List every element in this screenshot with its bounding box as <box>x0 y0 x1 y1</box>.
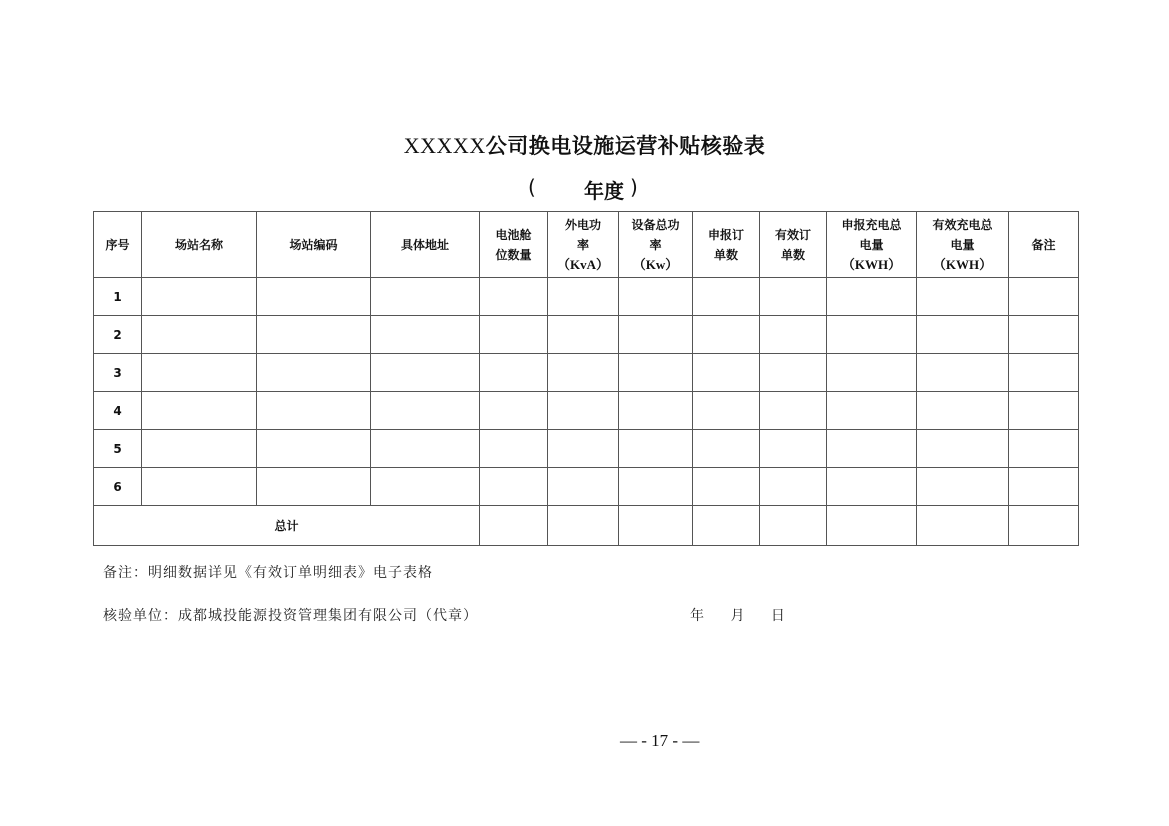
header-station-code-label: 场站编码 <box>289 237 338 252</box>
cell-declared-energy[interactable] <box>827 392 917 430</box>
date-day-label: 日 <box>770 608 785 624</box>
cell-external-power[interactable] <box>548 468 619 506</box>
cell-station-code[interactable] <box>257 354 371 392</box>
cell-valid-energy[interactable] <box>917 316 1009 354</box>
cell-address[interactable] <box>371 392 480 430</box>
table-row <box>94 392 1079 430</box>
header-address-label: 具体地址 <box>400 237 449 252</box>
year-open-paren: ( <box>528 175 536 199</box>
cell-battery-slots[interactable] <box>480 316 548 354</box>
header-declared-orders-line1: 申报订 <box>707 227 744 242</box>
cell-declared-orders[interactable] <box>693 278 760 316</box>
cell-declared-energy[interactable] <box>827 468 917 506</box>
header-external-power <box>548 212 619 278</box>
total-battery-slots[interactable] <box>480 506 548 546</box>
header-equip-power-line1: 设备总功 <box>631 217 680 232</box>
cell-equipment-power[interactable] <box>619 354 693 392</box>
header-declared-orders-line2: 单数 <box>713 247 738 262</box>
header-declared-energy-unit: （KWH） <box>841 256 902 272</box>
header-equip-power-line2: 率 <box>649 237 662 252</box>
cell-station-name[interactable] <box>142 468 257 506</box>
cell-battery-slots[interactable] <box>480 468 548 506</box>
cell-address[interactable] <box>371 430 480 468</box>
cell-remarks[interactable] <box>1009 278 1079 316</box>
cell-station-name[interactable] <box>142 316 257 354</box>
verification-table <box>93 211 1079 546</box>
year-line <box>528 175 648 203</box>
header-address <box>371 212 480 278</box>
row-number: 5 <box>94 430 142 468</box>
header-declared-energy-line2: 电量 <box>859 237 884 252</box>
cell-address[interactable] <box>371 468 480 506</box>
header-equip-power-unit: （Kw） <box>632 256 679 272</box>
cell-station-code[interactable] <box>257 392 371 430</box>
cell-station-code[interactable] <box>257 430 371 468</box>
cell-station-code[interactable] <box>257 278 371 316</box>
cell-remarks[interactable] <box>1009 354 1079 392</box>
total-declared-orders[interactable] <box>693 506 760 546</box>
row-number: 4 <box>94 392 142 430</box>
page-number: — - 17 - — <box>620 731 700 750</box>
cell-battery-slots[interactable] <box>480 354 548 392</box>
cell-valid-energy[interactable] <box>917 468 1009 506</box>
header-declared-energy-line1: 申报充电总 <box>841 217 902 232</box>
total-external-power[interactable] <box>548 506 619 546</box>
cell-external-power[interactable] <box>548 316 619 354</box>
cell-valid-energy[interactable] <box>917 430 1009 468</box>
header-valid-energy-line2: 电量 <box>950 237 975 252</box>
cell-external-power[interactable] <box>548 354 619 392</box>
cell-station-code[interactable] <box>257 316 371 354</box>
row-number: 2 <box>94 316 142 354</box>
header-valid-orders-line1: 有效订 <box>774 227 811 242</box>
cell-station-name[interactable] <box>142 354 257 392</box>
table-row <box>94 278 1079 316</box>
cell-valid-energy[interactable] <box>917 278 1009 316</box>
header-seq <box>94 212 142 278</box>
total-row <box>94 506 1079 546</box>
cell-remarks[interactable] <box>1009 430 1079 468</box>
cell-valid-orders[interactable] <box>760 354 827 392</box>
cell-valid-energy[interactable] <box>917 392 1009 430</box>
title-text: 公司换电设施运营补贴核验表 <box>485 134 766 158</box>
header-battery-line2: 位数量 <box>495 247 532 262</box>
cell-valid-orders[interactable] <box>760 392 827 430</box>
cell-external-power[interactable] <box>548 392 619 430</box>
cell-valid-orders[interactable] <box>760 468 827 506</box>
year-close-paren: ) <box>630 175 638 199</box>
cell-battery-slots[interactable] <box>480 392 548 430</box>
cell-station-name[interactable] <box>142 278 257 316</box>
cell-valid-energy[interactable] <box>917 354 1009 392</box>
table-row <box>94 430 1079 468</box>
header-remarks <box>1009 212 1079 278</box>
cell-remarks[interactable] <box>1009 316 1079 354</box>
cell-equipment-power[interactable] <box>619 316 693 354</box>
cell-address[interactable] <box>371 316 480 354</box>
cell-battery-slots[interactable] <box>480 430 548 468</box>
header-declared-orders <box>693 212 760 278</box>
remarks-note: 备注：明细数据详见《有效订单明细表》电子表格 <box>103 565 433 581</box>
header-battery-line1: 电池舱 <box>495 227 532 242</box>
cell-declared-orders[interactable] <box>693 468 760 506</box>
header-station-name <box>142 212 257 278</box>
document-title <box>0 130 1169 160</box>
header-ext-power-line2: 率 <box>576 237 589 252</box>
cell-valid-orders[interactable] <box>760 316 827 354</box>
date-year-label: 年 <box>690 608 704 624</box>
cell-remarks[interactable] <box>1009 468 1079 506</box>
cell-declared-orders[interactable] <box>693 430 760 468</box>
cell-station-name[interactable] <box>142 392 257 430</box>
header-station-code <box>257 212 371 278</box>
header-ext-power-line1: 外电功 <box>564 217 601 232</box>
table-row <box>94 468 1079 506</box>
header-valid-orders <box>760 212 827 278</box>
total-valid-energy[interactable] <box>917 506 1009 546</box>
total-equipment-power[interactable] <box>619 506 693 546</box>
cell-external-power[interactable] <box>548 430 619 468</box>
cell-station-name[interactable] <box>142 430 257 468</box>
total-valid-orders[interactable] <box>760 506 827 546</box>
header-row <box>94 212 1079 278</box>
header-valid-energy-line1: 有效充电总 <box>932 217 993 232</box>
cell-equipment-power[interactable] <box>619 278 693 316</box>
title-company-placeholder: XXXXX <box>403 133 486 158</box>
header-ext-power-unit: （KvA） <box>556 256 609 272</box>
header-declared-energy <box>827 212 917 278</box>
row-number: 3 <box>94 354 142 392</box>
cell-equipment-power[interactable] <box>619 392 693 430</box>
cell-declared-energy[interactable] <box>827 354 917 392</box>
date-month-label: 月 <box>730 608 745 624</box>
row-number: 6 <box>94 468 142 506</box>
cell-station-code[interactable] <box>257 468 371 506</box>
cell-declared-energy[interactable] <box>827 430 917 468</box>
table-row <box>94 354 1079 392</box>
table-row <box>94 316 1079 354</box>
header-equipment-power <box>619 212 693 278</box>
cell-remarks[interactable] <box>1009 392 1079 430</box>
cell-declared-orders[interactable] <box>693 316 760 354</box>
cell-declared-orders[interactable] <box>693 392 760 430</box>
header-remarks-label: 备注 <box>1031 237 1056 252</box>
header-valid-energy <box>917 212 1009 278</box>
header-seq-label: 序号 <box>105 237 130 252</box>
year-label: 年度 <box>584 179 624 203</box>
cell-equipment-power[interactable] <box>619 430 693 468</box>
cell-equipment-power[interactable] <box>619 468 693 506</box>
cell-address[interactable] <box>371 354 480 392</box>
header-valid-orders-line2: 单数 <box>780 247 805 262</box>
row-number: 1 <box>94 278 142 316</box>
header-battery-slots <box>480 212 548 278</box>
cell-declared-energy[interactable] <box>827 278 917 316</box>
cell-battery-slots[interactable] <box>480 278 548 316</box>
total-label: 总计 <box>94 506 480 546</box>
total-declared-energy[interactable] <box>827 506 917 546</box>
cell-declared-orders[interactable] <box>693 354 760 392</box>
date-line <box>690 605 807 625</box>
header-station-name-label: 场站名称 <box>174 237 223 252</box>
cell-valid-orders[interactable] <box>760 430 827 468</box>
verify-unit-line: 核验单位：成都城投能源投资管理集团有限公司（代章） <box>103 608 478 624</box>
cell-declared-energy[interactable] <box>827 316 917 354</box>
cell-external-power[interactable] <box>548 278 619 316</box>
header-valid-energy-unit: （KWH） <box>932 256 993 272</box>
total-remarks[interactable] <box>1009 506 1079 546</box>
cell-valid-orders[interactable] <box>760 278 827 316</box>
cell-address[interactable] <box>371 278 480 316</box>
